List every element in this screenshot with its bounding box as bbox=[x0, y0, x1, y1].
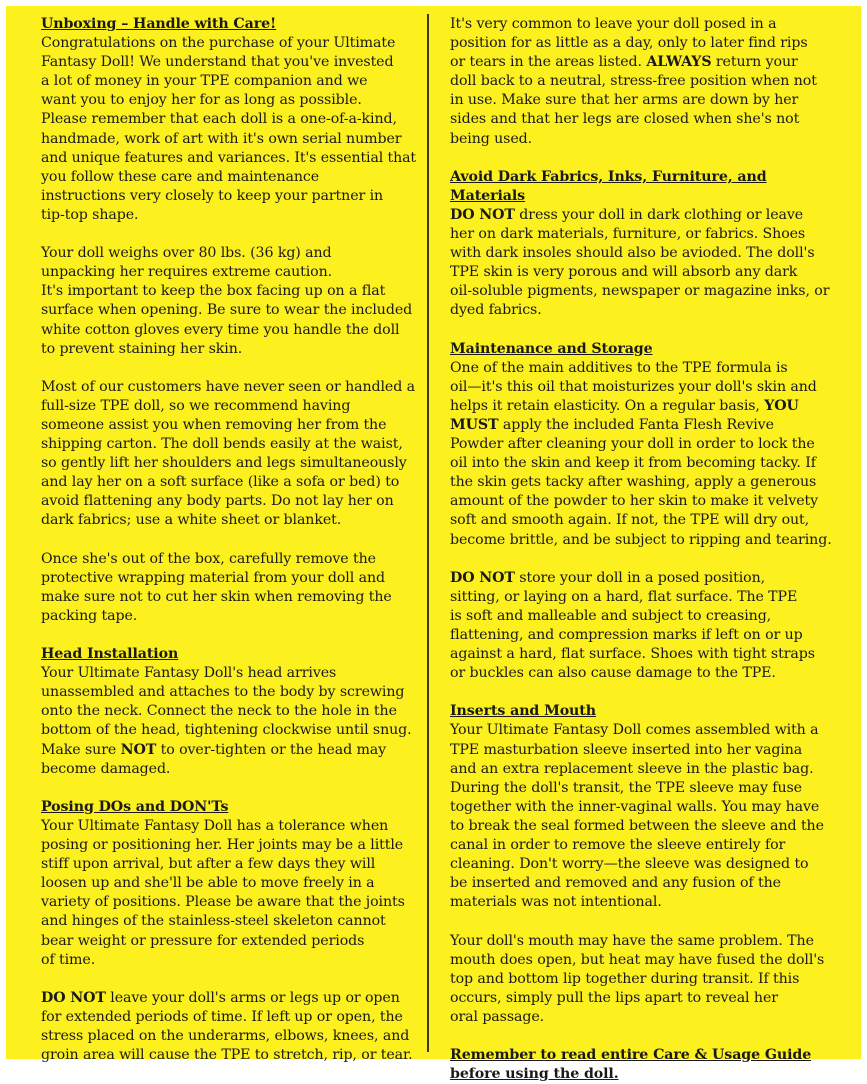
text-line: oral passage. bbox=[450, 1008, 545, 1025]
posing-paragraph-2 bbox=[41, 989, 416, 1065]
text-line: sitting, or laying on a hard, flat surface. The TPE bbox=[450, 588, 798, 605]
inserts-heading: Inserts and Mouth bbox=[450, 703, 596, 720]
text-line: stress placed on the underarms, elbows, knees, and bbox=[41, 1027, 410, 1044]
text-line: oil into the skin and keep it from becoming tacky. If bbox=[450, 455, 816, 472]
text-line: occurs, simply pull the lips apart to reveal her bbox=[450, 989, 778, 1006]
text-line: posing or positioning her. Her joints may be a little bbox=[41, 837, 404, 854]
text-line: Remember to read entire Care & Usage Guide bbox=[450, 1047, 812, 1064]
text-line: stiff upon arrival, but after a few days they will bbox=[41, 856, 376, 873]
text-fragment: Make sure bbox=[41, 741, 121, 758]
text-line: unpacking her requires extreme caution. bbox=[41, 264, 333, 281]
left-column bbox=[41, 15, 416, 1065]
maintenance-heading: Maintenance and Storage bbox=[450, 340, 653, 357]
maintenance-paragraph-2 bbox=[450, 569, 840, 684]
text-line: protective wrapping material from your doll and bbox=[41, 569, 385, 586]
text-line: and unique features and variances. It's essential that bbox=[41, 149, 416, 166]
text-line: soft and smooth again. If not, the TPE will dry out, bbox=[450, 512, 810, 529]
text-line bbox=[450, 417, 774, 433]
text-line: mouth does open, but heat may have fused the doll's bbox=[450, 951, 825, 968]
text-line: Your doll's mouth may have the same problem. The bbox=[450, 932, 814, 949]
text-line: is soft and malleable and subject to creasing, bbox=[450, 607, 772, 624]
text-line: bear weight or pressure for extended periods bbox=[41, 932, 365, 949]
text-line: tip-top shape. bbox=[41, 206, 139, 223]
text-fragment: or tears in the areas listed. bbox=[450, 54, 647, 71]
text-line: oil—it's this oil that moisturizes your doll's skin and bbox=[450, 378, 817, 395]
emphasis-do-not: DO NOT bbox=[450, 206, 515, 223]
right-column bbox=[450, 15, 840, 1084]
text-line: and hinges of the stainless-steel skeleton cannot bbox=[41, 913, 386, 930]
text-line: so gently lift her shoulders and legs simultaneously bbox=[41, 455, 407, 472]
text-line: It's very common to leave your doll posed in a bbox=[450, 16, 777, 32]
text-line: shipping carton. The doll bends easily at the waist, bbox=[41, 436, 403, 453]
text-line: Please remember that each doll is a one-of-a-kind, bbox=[41, 111, 397, 128]
text-line: loosen up and she'll be able to move freely in a bbox=[41, 875, 375, 892]
emphasis-not: NOT bbox=[120, 741, 157, 758]
text-line: dyed fabrics. bbox=[450, 302, 542, 319]
text-line: TPE skin is very porous and will absorb any dark bbox=[450, 264, 798, 281]
text-line: Your doll weighs over 80 lbs. (36 kg) and bbox=[41, 245, 332, 262]
unboxing-paragraph-1 bbox=[41, 34, 416, 225]
text-fragment: apply the included Fanta Flesh Revive bbox=[498, 416, 774, 433]
text-fragment: dress your doll in dark clothing or leave bbox=[514, 206, 804, 223]
text-line: be inserted and removed and any fusion of the bbox=[450, 875, 781, 892]
text-line: During the doll's transit, the TPE sleeve may fuse bbox=[450, 779, 802, 796]
text-line: you follow these care and maintenance bbox=[41, 168, 320, 185]
text-line: Your Ultimate Fantasy Doll comes assembled with a bbox=[450, 722, 819, 739]
text-line: her on dark materials, furniture, or fabrics. Shoes bbox=[450, 226, 806, 243]
text-line: before using the doll. bbox=[450, 1066, 619, 1083]
text-line bbox=[450, 207, 803, 223]
unboxing-paragraph-2 bbox=[41, 244, 416, 359]
text-fragment: return your bbox=[711, 54, 798, 71]
text-line: groin area will cause the TPE to stretch, rip, or tear. bbox=[41, 1047, 413, 1064]
text-line: bottom of the head, tightening clockwise until snug. bbox=[41, 722, 412, 739]
text-line: top and bottom lip together during transit. If this bbox=[450, 970, 800, 987]
text-line: flattening, and compression marks if left on or up bbox=[450, 627, 803, 643]
head-installation-paragraph bbox=[41, 664, 416, 779]
column-divider bbox=[427, 14, 429, 1052]
text-line: someone assist you when removing her from the bbox=[41, 416, 387, 433]
text-line: TPE masturbation sleeve inserted into her vagina bbox=[450, 741, 803, 758]
text-fragment: to over-tighten or the head may bbox=[156, 741, 387, 758]
inserts-paragraph-1 bbox=[450, 721, 840, 912]
emphasis-must: MUST bbox=[450, 416, 499, 433]
dark-materials-heading: Avoid Dark Fabrics, Inks, Furniture, and Materials bbox=[450, 168, 767, 204]
head-installation-heading: Head Installation bbox=[41, 646, 179, 663]
text-line: Powder after cleaning your doll in order to lock the bbox=[450, 436, 815, 453]
text-line: Congratulations on the purchase of your Ultimate bbox=[41, 35, 396, 52]
text-line: to prevent staining her skin. bbox=[41, 340, 243, 357]
text-line: avoid flattening any body parts. Do not lay her on bbox=[41, 493, 394, 510]
text-line: in use. Make sure that her arms are down by her bbox=[450, 92, 799, 109]
maintenance-paragraph-1 bbox=[450, 359, 840, 550]
emphasis-do-not: DO NOT bbox=[41, 989, 106, 1006]
text-line: to break the seal formed between the sleeve and the bbox=[450, 817, 824, 834]
text-line: oil-soluble pigments, newspaper or magazine inks, or bbox=[450, 283, 830, 300]
emphasis-always: ALWAYS bbox=[646, 54, 712, 71]
dark-materials-paragraph bbox=[450, 206, 840, 321]
text-line: surface when opening. Be sure to wear the included bbox=[41, 302, 413, 319]
text-line: amount of the powder to her skin to make it velvety bbox=[450, 493, 819, 510]
emphasis-do-not: DO NOT bbox=[450, 569, 515, 586]
closing-reminder bbox=[450, 1046, 840, 1084]
text-fragment: leave your doll's arms or legs up or open bbox=[105, 989, 400, 1006]
unboxing-paragraph-4 bbox=[41, 550, 416, 626]
text-line: doll back to a neutral, stress-free position when not bbox=[450, 73, 817, 90]
text-line: variety of positions. Please be aware that the joints bbox=[41, 894, 405, 911]
text-line: white cotton gloves every time you handle the doll bbox=[41, 321, 400, 338]
text-line: onto the neck. Connect the neck to the hole in the bbox=[41, 703, 397, 720]
text-line: unassembled and attaches to the body by screwing bbox=[41, 684, 405, 701]
text-line: position for as little as a day, only to later find rips bbox=[450, 35, 808, 52]
text-fragment: store your doll in a posed position, bbox=[514, 569, 766, 586]
posing-continued-paragraph bbox=[450, 15, 840, 149]
text-line: and lay her on a soft surface (like a sofa or bed) to bbox=[41, 474, 400, 491]
text-line: want you to enjoy her for as long as possible. bbox=[41, 92, 362, 109]
text-line: Once she's out of the box, carefully remove the bbox=[41, 550, 376, 567]
text-line bbox=[450, 570, 765, 586]
posing-heading: Posing DOs and DON'Ts bbox=[41, 798, 229, 815]
text-line: make sure not to cut her skin when removing the bbox=[41, 588, 392, 605]
inserts-paragraph-2 bbox=[450, 932, 840, 1027]
text-line: It's important to keep the box facing up on a flat bbox=[41, 283, 386, 300]
text-line: and an extra replacement sleeve in the plastic bag. bbox=[450, 760, 814, 777]
text-line: together with the inner-vaginal walls. You may have bbox=[450, 798, 820, 815]
text-line: a lot of money in your TPE companion and we bbox=[41, 73, 368, 90]
text-line: One of the main additives to the TPE formula is bbox=[450, 359, 788, 376]
text-line: of time. bbox=[41, 951, 96, 968]
text-line: Fantasy Doll! We understand that you've invested bbox=[41, 54, 394, 71]
care-sheet bbox=[6, 6, 861, 1083]
text-line bbox=[41, 742, 386, 758]
text-fragment: helps it retain elasticity. On a regular basis, bbox=[450, 397, 765, 414]
unboxing-heading: Unboxing – Handle with Care! bbox=[41, 16, 277, 32]
text-line bbox=[450, 54, 798, 70]
text-line: full-size TPE doll, so we recommend having bbox=[41, 397, 351, 414]
text-line: or buckles can also cause damage to the TPE. bbox=[450, 665, 776, 682]
text-line: being used. bbox=[450, 130, 533, 147]
unboxing-paragraph-3 bbox=[41, 378, 416, 531]
text-line: instructions very closely to keep your partner in bbox=[41, 187, 384, 204]
text-line: dark fabrics; use a white sheet or blanket. bbox=[41, 512, 342, 529]
text-line: with dark insoles should also be avioded. The doll's bbox=[450, 245, 815, 262]
text-line: against a hard, flat surface. Shoes with tight straps bbox=[450, 646, 815, 663]
text-line: Most of our customers have never seen or handled a bbox=[41, 378, 415, 395]
text-line: materials was not intentional. bbox=[450, 894, 662, 911]
text-line: sides and that her legs are closed when she's not bbox=[450, 111, 800, 128]
text-line: cleaning. Don't worry—the sleeve was designed to bbox=[450, 856, 809, 873]
text-line: become brittle, and be subject to ripping and tearing. bbox=[450, 531, 832, 548]
emphasis-you: YOU bbox=[764, 397, 799, 414]
text-line: handmade, work of art with it's own serial number bbox=[41, 130, 402, 147]
posing-paragraph-1 bbox=[41, 817, 416, 970]
text-line bbox=[450, 398, 799, 414]
text-line bbox=[41, 990, 400, 1006]
text-line: Your Ultimate Fantasy Doll has a tolerance when bbox=[41, 817, 389, 834]
text-line: canal in order to remove the sleeve entirely for bbox=[450, 837, 786, 854]
text-line: Your Ultimate Fantasy Doll's head arrives bbox=[41, 665, 337, 682]
text-line: for extended periods of time. If left up or open, the bbox=[41, 1008, 403, 1025]
text-line: become damaged. bbox=[41, 760, 171, 777]
text-line: the skin gets tacky after washing, apply a generous bbox=[450, 474, 817, 491]
text-line: packing tape. bbox=[41, 607, 138, 624]
